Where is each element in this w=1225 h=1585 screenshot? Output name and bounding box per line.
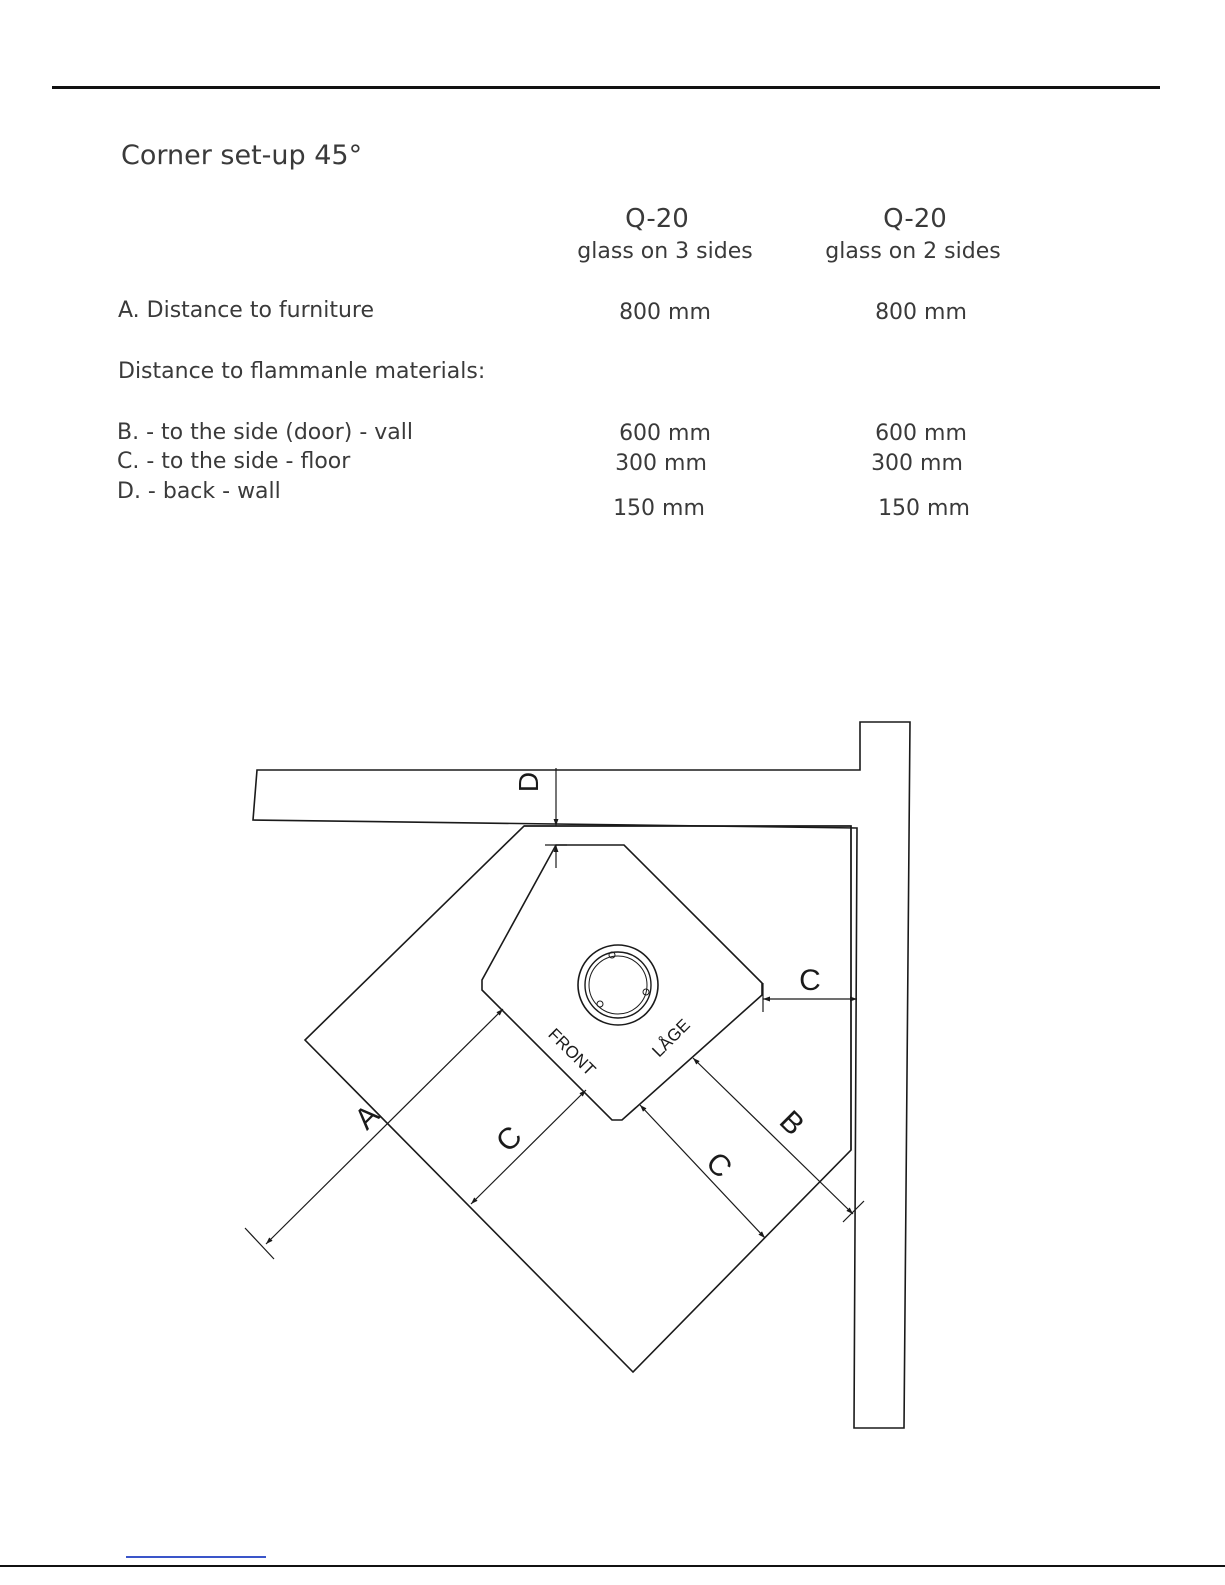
dimension-c-wall: [763, 964, 857, 1012]
label-d: D: [513, 771, 544, 793]
label-c-side: C: [699, 1145, 739, 1185]
row-side-floor-value-2: 300 mm: [871, 451, 963, 476]
row-furniture-value-1: 800 mm: [619, 300, 711, 325]
page-title: Corner set-up 45°: [121, 140, 363, 171]
flammable-heading: Distance to flammanle materials:: [118, 359, 486, 384]
label-c-wall: C: [799, 964, 821, 997]
column-1-model: Q-20: [625, 204, 689, 234]
label-door: LÅGE: [648, 1015, 694, 1061]
footer-link-underline[interactable]: [126, 1556, 266, 1558]
label-c-front: C: [489, 1119, 529, 1159]
label-a: A: [348, 1098, 387, 1137]
row-back-wall-value-1: 150 mm: [613, 496, 705, 521]
dimension-b: [693, 1058, 864, 1222]
label-b: B: [772, 1104, 811, 1143]
column-2-variant: glass on 2 sides: [825, 239, 1001, 264]
column-1-variant: glass on 3 sides: [577, 239, 753, 264]
stove-body: [482, 845, 762, 1120]
row-back-wall-label: D. - back - wall: [117, 479, 281, 504]
label-front: FRONT: [544, 1024, 600, 1080]
flue-collar-icon: [578, 945, 658, 1025]
column-2-model: Q-20: [883, 204, 947, 234]
row-side-door-label: B. - to the side (door) - vall: [117, 420, 414, 445]
row-side-floor-value-1: 300 mm: [615, 451, 707, 476]
row-side-door-value-2: 600 mm: [875, 421, 967, 446]
row-side-door-value-1: 600 mm: [619, 421, 711, 446]
row-back-wall-value-2: 150 mm: [878, 496, 970, 521]
row-furniture-value-2: 800 mm: [875, 300, 967, 325]
dimension-a: [245, 1009, 503, 1259]
dimension-c-front: [471, 1090, 586, 1204]
row-side-floor-label: C. - to the side - floor: [117, 449, 351, 474]
dimension-c-side: [640, 1105, 765, 1238]
row-furniture-label: A. Distance to furniture: [118, 298, 374, 323]
dimension-d: [513, 768, 567, 868]
floor-plate: [305, 826, 851, 1372]
footer-rule: [0, 1565, 1225, 1567]
